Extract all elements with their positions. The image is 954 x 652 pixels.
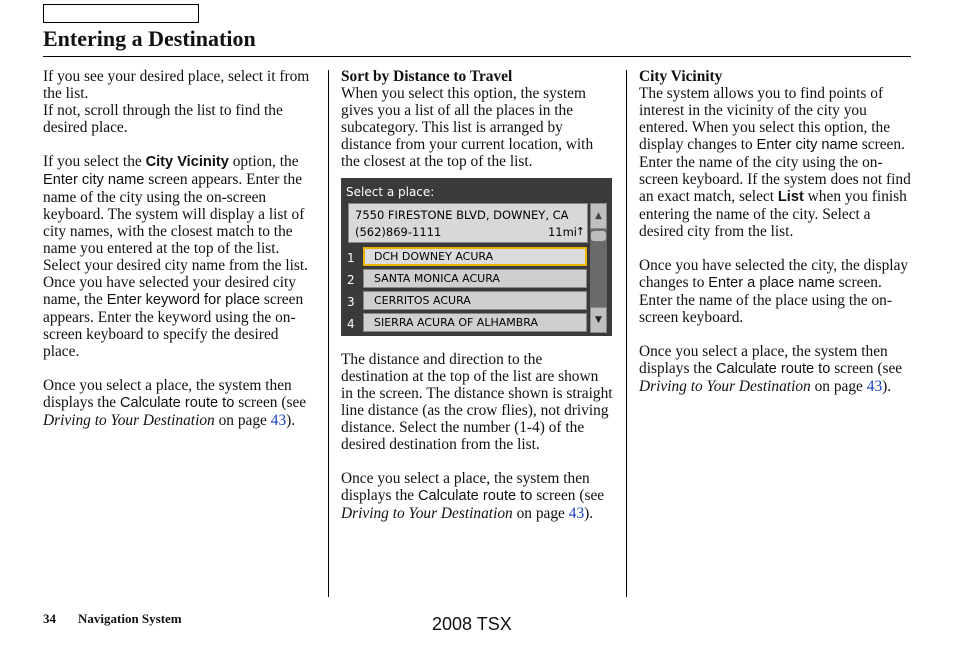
ui-term-calculate-route: Calculate route to bbox=[417, 488, 533, 504]
ui-term-calculate-route: Calculate route to bbox=[715, 361, 831, 377]
item-number: 4 bbox=[347, 317, 355, 331]
ui-term-enter-city-name: Enter city name bbox=[43, 172, 145, 188]
text: ). bbox=[286, 412, 296, 429]
page-link[interactable]: 43 bbox=[866, 378, 883, 395]
item-number: 2 bbox=[347, 273, 355, 287]
scroll-up-icon[interactable]: ▲ bbox=[590, 203, 607, 229]
paragraph bbox=[43, 377, 315, 429]
title-rule bbox=[43, 56, 911, 57]
text: screen (see bbox=[830, 360, 903, 377]
text: option, the bbox=[228, 153, 299, 170]
place-list-item[interactable]: SANTA MONICA ACURA bbox=[363, 269, 587, 288]
page-link[interactable]: 43 bbox=[270, 412, 287, 429]
screen-title: Select a place: bbox=[346, 185, 435, 199]
distance-text: 11mi bbox=[547, 225, 577, 239]
north-arrow-icon: ↑ bbox=[575, 225, 585, 238]
scrollbar[interactable] bbox=[590, 203, 607, 333]
page-number: 34 bbox=[43, 611, 56, 626]
cross-reference: Driving to Your Destination bbox=[639, 378, 811, 395]
paragraph bbox=[639, 343, 911, 395]
text: Once you have selected the city, the display changes to bbox=[639, 257, 909, 291]
text: If you select the bbox=[43, 153, 146, 170]
text: Once you select a place, the system then displays the bbox=[43, 377, 292, 411]
cross-reference: Driving to Your Destination bbox=[341, 505, 513, 522]
paragraph bbox=[43, 153, 315, 360]
address-box bbox=[348, 203, 588, 243]
text: screen (see bbox=[234, 394, 307, 411]
column-divider bbox=[626, 70, 627, 597]
text: When you select this option, the system gives you a list of all the places in the subcategory. This list is arranged by distance from your current location, with the closest at the top of the list. bbox=[341, 85, 594, 170]
text: Once you select a place, the system then displays the bbox=[639, 343, 888, 377]
text: The system allows you to find points of interest in the vicinity of the city you entered. When you select this option, the display changes to bbox=[639, 85, 891, 153]
text: on page bbox=[512, 505, 569, 522]
column-divider bbox=[328, 70, 329, 597]
section-heading: City Vicinity bbox=[639, 68, 723, 85]
paragraph bbox=[341, 68, 613, 170]
ui-term-enter-place-name: Enter a place name bbox=[708, 275, 835, 291]
text: ). bbox=[882, 378, 892, 395]
text: Once you select a place, the system then displays the bbox=[341, 470, 590, 504]
ui-term-list: List bbox=[777, 189, 804, 205]
paragraph: If you see your desired place, select it from the list. bbox=[43, 68, 310, 102]
text: when you finish entering the name of the city. Select a desired city from the list. bbox=[639, 188, 907, 240]
text: ). bbox=[584, 505, 594, 522]
cross-reference: Driving to Your Destination bbox=[43, 412, 215, 429]
navigation-screen-image bbox=[341, 178, 612, 336]
place-list-item[interactable]: CERRITOS ACURA bbox=[363, 291, 587, 310]
footer-section-title: Navigation System bbox=[78, 611, 182, 626]
paragraph: If not, scroll through the list to find the desired place. bbox=[43, 102, 283, 136]
ui-term-calculate-route: Calculate route to bbox=[119, 395, 235, 411]
text: screen appears. Enter the keyword using the on-screen keyboard to specify the desired place. bbox=[43, 291, 304, 360]
ui-term-city-vicinity: City Vicinity bbox=[145, 154, 229, 170]
paragraph bbox=[639, 68, 911, 240]
text: screen. Enter the name of the city using the on-screen keyboard. If the system does not find an exact match, select bbox=[639, 136, 911, 205]
phone-text: (562)869-1111 bbox=[355, 225, 442, 239]
ui-term-enter-keyword: Enter keyword for place bbox=[106, 292, 260, 308]
paragraph: The distance and direction to the destination at the top of the list are shown in the screen. The distance shown is straight line distance (as the crow flies), not driving distance. Select the number (1-4) of the desired destination from the list. bbox=[341, 351, 613, 453]
item-number: 1 bbox=[347, 251, 355, 265]
column-right bbox=[639, 68, 911, 412]
page-title: Entering a Destination bbox=[43, 26, 256, 51]
paragraph bbox=[639, 257, 911, 326]
text: on page bbox=[214, 412, 271, 429]
ui-term-enter-city-name: Enter city name bbox=[756, 137, 858, 153]
text: screen. Enter the name of the place using the on-screen keyboard. bbox=[639, 274, 892, 326]
place-list-item[interactable]: SIERRA ACURA OF ALHAMBRA bbox=[363, 313, 587, 332]
scroll-down-icon[interactable]: ▼ bbox=[590, 307, 607, 333]
item-number: 3 bbox=[347, 295, 355, 309]
scroll-thumb[interactable] bbox=[591, 231, 606, 241]
section-heading: Sort by Distance to Travel bbox=[341, 68, 513, 85]
place-list-item[interactable]: DCH DOWNEY ACURA bbox=[363, 247, 587, 266]
section-tab-box bbox=[43, 4, 199, 23]
paragraph bbox=[341, 470, 613, 522]
text: screen appears. Enter the name of the city using the on-screen keyboard. The system will display a list of city names, with the closest match to the name you entered at the top of the list. Select your desired city name from the list. Once you have selected your desired city name, the bbox=[43, 171, 308, 308]
column-middle bbox=[341, 68, 613, 539]
column-left bbox=[43, 68, 315, 446]
text: on page bbox=[810, 378, 867, 395]
address-text: 7550 FIRESTONE BLVD, DOWNEY, CA bbox=[355, 208, 569, 222]
text: screen (see bbox=[532, 487, 605, 504]
page-link[interactable]: 43 bbox=[568, 505, 585, 522]
footer-model: 2008 TSX bbox=[432, 614, 512, 634]
